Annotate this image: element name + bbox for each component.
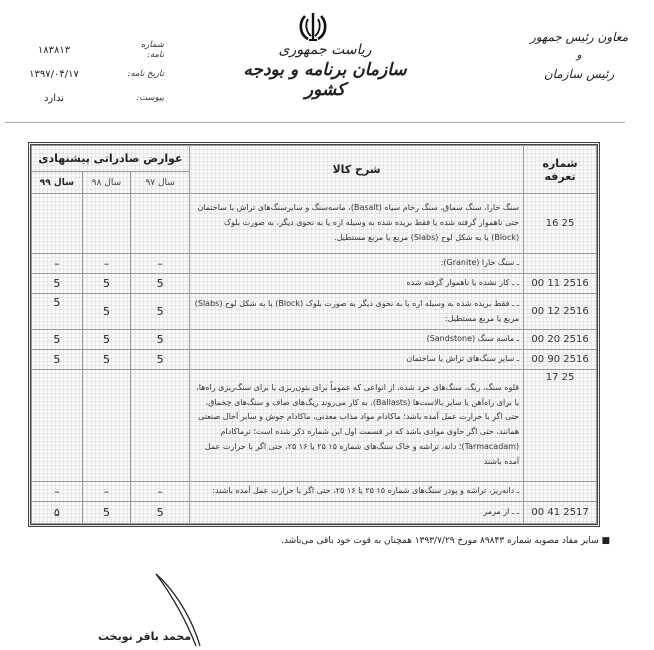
organization-title	[230, 42, 420, 100]
header-year-97: سال ۹۷	[131, 172, 190, 194]
header-tariff-code: شماره تعرفه	[524, 146, 597, 194]
meta-value: ندارد	[43, 92, 65, 104]
item-description: ـ سایر سنگ‌های تراش یا ساختمان	[190, 349, 524, 369]
duty-97: 5	[131, 294, 190, 330]
table-row	[32, 254, 597, 274]
tariff-code: 25 16	[524, 194, 597, 254]
org-line2: سازمان برنامه و بودجه کشور	[243, 60, 407, 100]
tariff-code	[524, 254, 597, 274]
tariff-code	[524, 481, 597, 501]
header-year-99: سال ۹۹	[32, 172, 83, 194]
item-description: ـ ـ از مرمر	[190, 501, 524, 523]
addressee-line2: رئیس سازمان	[543, 67, 615, 81]
tariff-code: 2517 41 00	[524, 501, 597, 523]
table-row	[32, 501, 597, 523]
table-row	[32, 330, 597, 350]
org-line1: ریاست جمهوری	[278, 42, 372, 58]
duty-97: 5	[131, 274, 190, 294]
duty-99: 5	[32, 330, 83, 350]
tariff-table-wrapper	[28, 142, 600, 527]
addressee-and: و	[576, 50, 582, 61]
duty-99: –	[32, 481, 83, 501]
duty-99	[32, 194, 83, 254]
duty-98	[82, 369, 131, 481]
meta-value: ۱۸۳۸۱۳	[37, 44, 71, 56]
table-row	[32, 294, 597, 330]
duty-99	[32, 369, 83, 481]
meta-value: ۱۳۹۷/۰۴/۱۷	[29, 68, 79, 80]
header-description: شرح کالا	[190, 146, 524, 194]
tariff-code: 2516 11 00	[524, 274, 597, 294]
item-description: ـ ماسه سنگ (Sandstone)	[190, 330, 524, 350]
item-description: سنگ خارا، سنگ سماق، سنگ رخام سیاه (Basalt)، ماسه‌سنگ و سایرسنگ‌های تراش یا ساختمان حتی ناهموار گرفته شده یا فقط بریده شده به وسیله اره یا به نحوی دیگر، به صورت بلوک (Block) یا به شکل لوح (Slabs) مربع یا مربع مستطیل.	[190, 194, 524, 254]
table-row	[32, 194, 597, 254]
header-export-duties: عوارض صادراتی پیشنهادی	[32, 146, 190, 172]
duty-97	[131, 369, 190, 481]
duty-98: –	[82, 254, 131, 274]
item-description: قلوه سنگ، ریگ، سنگ‌های خرد شده، از انواعی که عموماً برای بتون‌ریزی یا برای سنگ‌ریزی راه‌ها، یا برای راه‌آهن یا سایر بالاست‌ها (Ballasts)، به کار می‌روند ریگ‌های صاف و سنگ‌های چخماق، حتی اگر با حرارت عمل آمده باشد؛ ماکادام مواد مذاب معدنی، ماکادام جوش و سایر آخال صنعتی همانند، حتی اگر حاوی موادی باشد که در قسمت اول این شماره ذکر شده است؛ ترماکادام (Tarmacadam)؛ دانه، تراشه و خاک سنگ‌های شماره ۱۵ ۲۵ یا ۱۶ ۲۵، حتی اگر با حرارت عمل آمده باشند	[190, 369, 524, 481]
table-row	[32, 481, 597, 501]
addressee-line1: معاون رئیس جمهور	[529, 30, 629, 44]
item-description: ـ ـ کار نشده یا ناهموار گرفته شده	[190, 274, 524, 294]
tariff-table	[31, 145, 597, 524]
duty-97: –	[131, 254, 190, 274]
duty-99: ۵	[32, 501, 83, 523]
meta-label: تاریخ نامه:	[127, 69, 164, 79]
duty-97: 5	[131, 501, 190, 523]
duty-99: 5	[32, 294, 83, 330]
tariff-code: 2516 90 00	[524, 349, 597, 369]
duty-97: –	[131, 481, 190, 501]
meta-letter-date	[14, 62, 164, 86]
duty-97: 5	[131, 349, 190, 369]
meta-letter-number	[14, 38, 164, 62]
table-row	[32, 349, 597, 369]
duty-98: 5	[82, 274, 131, 294]
duty-99: 5	[32, 274, 83, 294]
duty-97: 5	[131, 330, 190, 350]
duty-99: 5	[32, 349, 83, 369]
duty-99: –	[32, 254, 83, 274]
duty-97	[131, 194, 190, 254]
tariff-code: 2516 20 00	[524, 330, 597, 350]
tariff-code: 2516 12 00	[524, 294, 597, 330]
item-description: ـ ـ فقط بریده شده به وسیله اره یا به نحوی دیگر به صورت بلوک (Block) یا به شکل لوح (Slabs) مربع یا مربع مستطیل:	[190, 294, 524, 330]
meta-label: پیوست:	[136, 93, 164, 103]
item-description: ـ سنگ خارا (Granite):	[190, 254, 524, 274]
iran-emblem-icon	[296, 10, 330, 44]
duty-98	[82, 194, 131, 254]
duty-98: 5	[82, 294, 131, 330]
signatory-name: محمد باقر نوبخت	[98, 630, 192, 643]
meta-label: شماره نامه:	[140, 40, 164, 60]
table-row	[32, 274, 597, 294]
duty-98: 5	[82, 330, 131, 350]
letter-meta	[14, 38, 164, 110]
addressee-block	[524, 28, 634, 83]
meta-attachment	[14, 86, 164, 110]
duty-98: 5	[82, 349, 131, 369]
duty-98: 5	[82, 501, 131, 523]
tariff-code: 25 17	[524, 369, 597, 481]
footnote: ■ سایر مفاد مصوبه شماره ۸۹۸۴۳ مورخ ۱۳۹۳/۷/۲۹ همچنان به قوت خود باقی می‌باشد.	[281, 536, 610, 546]
header-year-98: سال ۹۸	[82, 172, 131, 194]
item-description: ـ دانه‌ریز، تراشه و پودر سنگ‌های شماره ۱۵ ۲۵ یا ۱۶ ۲۵، حتی اگر با حرارت عمل آمده باشند:	[190, 481, 524, 501]
duty-98: –	[82, 481, 131, 501]
header-divider	[5, 122, 625, 123]
table-row	[32, 369, 597, 481]
